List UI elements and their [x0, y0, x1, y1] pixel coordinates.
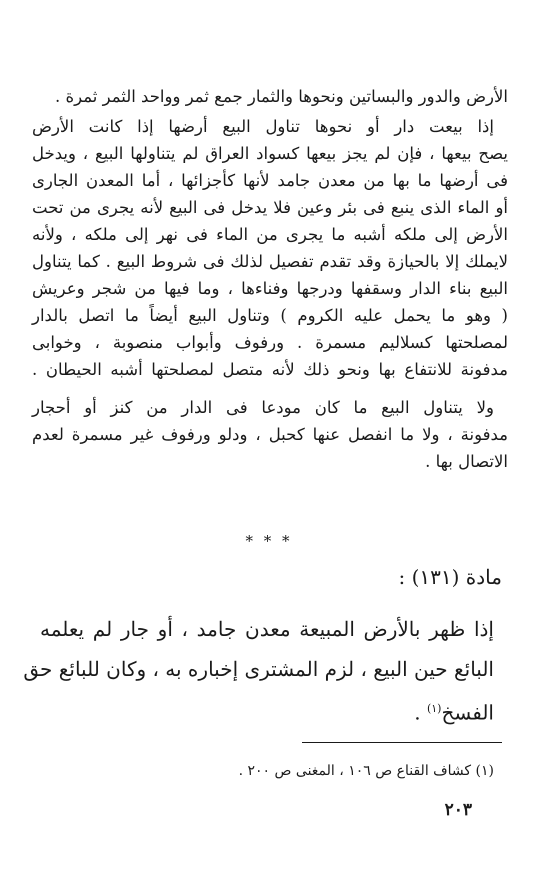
- text-line: البيع بناء الدار وسقفها ودرجها وفناءها ، وما فيها من شجر وعريش: [32, 279, 508, 298]
- article-text-line: البائع حين البيع ، لزم المشترى إخباره به ، وكان للبائع حق: [23, 657, 494, 681]
- footnote-divider: [302, 742, 502, 743]
- text-line: ( وهو ما يحمل عليه الكروم ) وتناول البيع أيضاً ما اتصل بالدار: [32, 306, 508, 325]
- article-heading: مادة (١٣١) :: [398, 565, 502, 589]
- text-line: ولا يتناول البيع ما كان مودعا فى الدار من كنز أو أحجار: [32, 398, 494, 417]
- article-text-line: إذا ظهر بالأرض المبيعة معدن جامد ، أو جار لم يعلمه: [40, 617, 494, 641]
- article-last-word: الفسخ: [441, 700, 494, 725]
- text-line: الأرض والدور والبساتين ونحوها والثمار جمع ثمر وواحد الثمر ثمرة .: [54, 87, 508, 106]
- footnote-marker: (١): [426, 702, 442, 715]
- text-line: لايملك إلا بالحيازة وقد تقدم تفصيل لذلك فى شروط البيع . كما يتناول: [32, 252, 508, 271]
- text-line: يصح بيعها ، فإن لم يجز بيعها كسواد العراق لم يتناولها البيع ، ويدخل: [32, 144, 508, 163]
- text-line: لمصلحتها كسلاليم مسمرة . ورفوف وأبواب منصوبة ، وخوابى: [32, 333, 508, 352]
- text-line: الاتصال بها .: [425, 452, 508, 471]
- page-number: ٢٠٣: [444, 800, 472, 820]
- section-separator: * * *: [245, 532, 293, 550]
- text-line: الأرض إلى ملكه أشبه ما يجرى من الماء فى نهر إلى ملكه ، ولأنه: [32, 225, 508, 244]
- text-line: مدفونة للانتفاع بها ونحو ذلك لأنه متصل لمصلحتها أشبه الحيطان .: [32, 360, 508, 379]
- text-line: إذا بيعت دار أو نحوها تناول البيع أرضها إذا كانت الأرض: [32, 117, 494, 136]
- article-text-line: الفسخ$^{(١)}$ .: [414, 700, 494, 725]
- text-line: فى أرضها ما بها من معدن جامد لأنها كأجزائها ، أما المعدن الجارى: [32, 171, 508, 190]
- text-line: أو الماء الذى ينبع فى بئر وعين فلا يدخل فى البيع لأنه يجرى من تحت: [32, 198, 508, 217]
- footnote: (١) كشاف القناع ص ١٠٦ ، المغنى ص ٢٠٠ .: [238, 763, 494, 779]
- text-line: مدفونة ، ولا ما انفصل عنها كحبل ، ودلو ورفوف غير مسمرة لعدم: [32, 425, 508, 444]
